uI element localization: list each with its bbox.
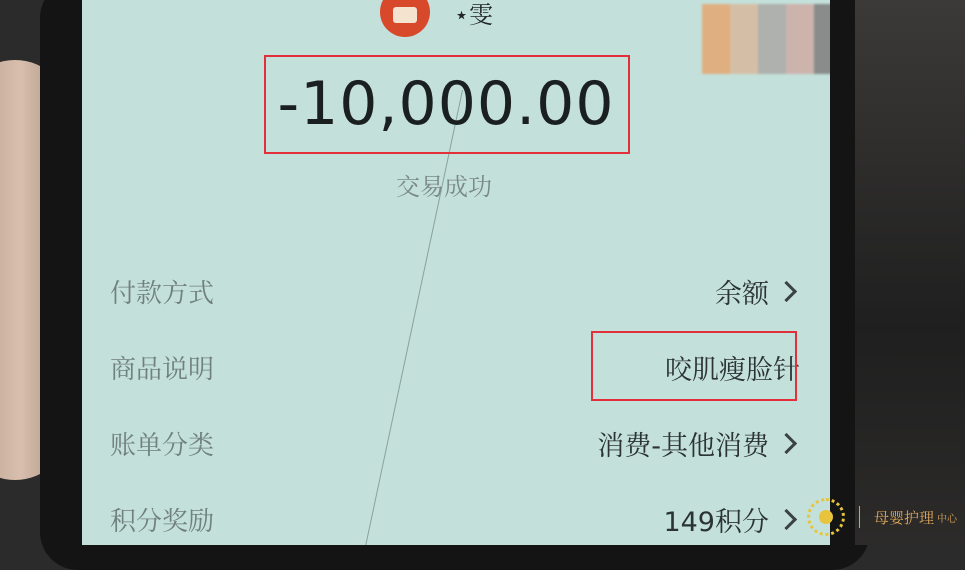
- detail-label: 积分奖励: [110, 506, 215, 537]
- watermark: [807, 497, 957, 537]
- transaction-amount: -10,000.00: [277, 69, 615, 139]
- amount-highlight-box: [264, 55, 630, 154]
- transaction-status: 交易成功: [396, 173, 492, 201]
- watermark-text: 母婴护理: [873, 508, 934, 527]
- mosaic-blur: [702, 4, 830, 74]
- product-highlight-box: [591, 331, 797, 401]
- screen-crack: [354, 90, 463, 545]
- detail-label: 账单分类: [110, 430, 215, 461]
- detail-row-bill-category[interactable]: [110, 418, 800, 468]
- detail-row-payment-method[interactable]: [110, 266, 800, 316]
- chevron-right-icon: [776, 280, 797, 301]
- detail-label: 商品说明: [110, 354, 215, 385]
- detail-value: 咬肌瘦脸针: [665, 354, 800, 386]
- detail-row-points-reward[interactable]: [110, 494, 800, 544]
- merchant-header: [380, 0, 493, 38]
- chevron-right-icon: [776, 508, 797, 529]
- chevron-right-icon: [776, 432, 797, 453]
- watermark-subtext: 中心: [937, 513, 957, 525]
- detail-value: 消费-其他消费: [597, 430, 769, 462]
- merchant-name: ⋆雯: [454, 0, 494, 29]
- background: [855, 0, 965, 545]
- detail-value: 149积分: [663, 506, 769, 538]
- detail-label: 付款方式: [110, 278, 215, 309]
- merchant-logo-icon: [380, 0, 430, 37]
- watermark-logo-icon: [807, 498, 845, 536]
- detail-value: 余额: [715, 278, 769, 310]
